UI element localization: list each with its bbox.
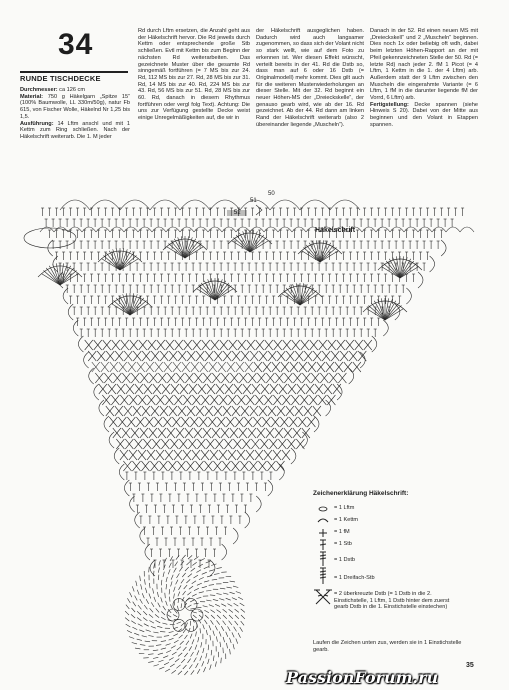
legend-row [313,539,463,551]
dreifach-stb-icon [313,567,333,585]
legend-row [313,503,463,515]
legend-text: = 1 fM [334,529,350,535]
ausfuehrung-label: Ausführung: [20,120,54,127]
crossed-dstb-icon [313,589,333,605]
fertigstellung-label: Fertigstellung: [370,101,409,108]
dstb-icon [313,551,333,567]
instructions-col4-text: Danach in der 52. Rd einen neuen MS mit „Dreieckskell“ und 2 „Muscheln“ beginnen. Dies noch 1x oder beliebig oft wdh, dabei beim letzten Höhen-Rapport an der mit Pfeil gekennzeichneten Stelle der 50. Rd (= letzte Rd) nach jeder 2. fM 1 Picot (= 4 Lftm, 1 Kettm in die 1. der 4 Lftm) arb. Außerdem statt der 9 Lftm zwischen den Muscheln die eingerahmte Variante (= 6 Lftm, 1 fM in die darunter liegende fM der Vorrd, 6 Lftm) arb. [370,28,478,102]
legend-text: = 1 Dstb [334,557,355,563]
durchmesser-text: ca 126 cm [57,87,85,93]
stb-icon [313,539,333,551]
legend-text: = 1 Stb [334,541,352,547]
legend-row [313,515,463,527]
lftm-icon [313,503,333,515]
legend-text: = 1 Lftm [334,505,355,511]
material-text: 750 g Häkelgarn „Spitze 15“ (100% Baumwolle, LL 330m/50g), natur Fb 615, von Fischer Wolle, Häkelnd Nr 1,25 bis 1,5. [20,93,130,120]
round-label-52: 52 [234,210,241,216]
durchmesser-label: Durchmesser: [20,87,58,93]
watermark-text: PassionForum.ru [286,668,439,687]
round-label-51: 51 [250,198,257,204]
pattern-title: RUNDE TISCHDECKE [20,74,101,83]
material-label: Material: [20,93,44,100]
pattern-number: 34 [58,28,94,61]
fertigstellung-text: Decke spannen (siehe Hinweis S 20). Dabei von der Mitte aus beginnen und den Volant in Etappen spannen. [370,101,478,128]
legend [313,490,463,625]
legend-row [313,589,463,625]
chart-title: Häkelschrift [315,227,356,234]
instructions-column-2: Rd durch Lftm ersetzen, die Anzahl geht aus der Häkelschrift hervor. Die Rd jeweils durch Kettm oder entsprechende große Stb schließen. Evtl mit Kettm bis zum Beginn der nächsten Rd weiterarbeiten. Das gezeichnete Muster über die gesamte Rd sinngemäß fortführen (= 7 MS bis zur 24. Rd, 112 MS bis zur 27. Rd, 28 MS bis zur 31. Rd, 14 MS bis zur 40. Rd, 224 MS bis zur 43. Rd, 56 MS bis zur 51. Rd, 28 MS bis zur 60. Rd, danach in diesem Rhythmus fortführen oder vergl folg Text). Achtung: Die uns zur Verfügung gestellte Decke weist einige Unregelmäßigkeiten auf, die wir in [138,28,250,122]
page-number: 35 [466,662,474,669]
legend-title: Zeichenerklärung Häkelschrift: [313,490,409,497]
legend-text: = 1 Dreifach-Stb [334,575,375,581]
legend-row [313,567,463,585]
round-label-50: 50 [268,191,275,197]
legend-row [313,527,463,539]
ausfuehrung-text: 14 Lftm anschl und mit 1 Kettm zum Ring schließen. Nach der Häkelschrift weiterarb. Die 1. M jeder [20,120,130,140]
legend-row [313,551,463,567]
instructions-column-3: der Häkelschrift ausgeglichen haben. Dadurch wird auch langsamer zugenommen, so dass sich der Volant nicht so stark wellt, wie auf dem Foto zu erkennen ist. Wer diesen Effekt wünscht, verteilt bereits in der 41. Rd die Dstb so, dass man auf 6 oder 16 Dstb (= Originalmodell) mehr kommt. Dies gilt auch für die weiteren Musterwiederholungen an dieser Stelle. Mit der 32. Rd beginnt ein neuer Höhen-MS der „Dreieckskelle“, der genauso gearb wird, wie ab der 16. Rd gezeichnet. Ab der 44. Rd dann am linken Rand der Häkelschrift weiterarb (also 2 übereinander liegende „Muscheln“). [256,28,364,128]
kettm-icon [313,515,333,527]
legend-footer: Laufen die Zeichen unten zus, werden sie in 1 Einstichstelle gearb. [313,640,462,653]
fm-icon [313,527,333,539]
legend-text: = 2 überkreuzte Dstb (= 1 Dstb in die 2. Einstichstelle, 1 Lftm, 1 Dstb hinter dem zuerst gearb Dstb in die 1. Einstichstelle einstechen) [334,591,450,610]
legend-text: = 1 Kettm [334,517,359,523]
